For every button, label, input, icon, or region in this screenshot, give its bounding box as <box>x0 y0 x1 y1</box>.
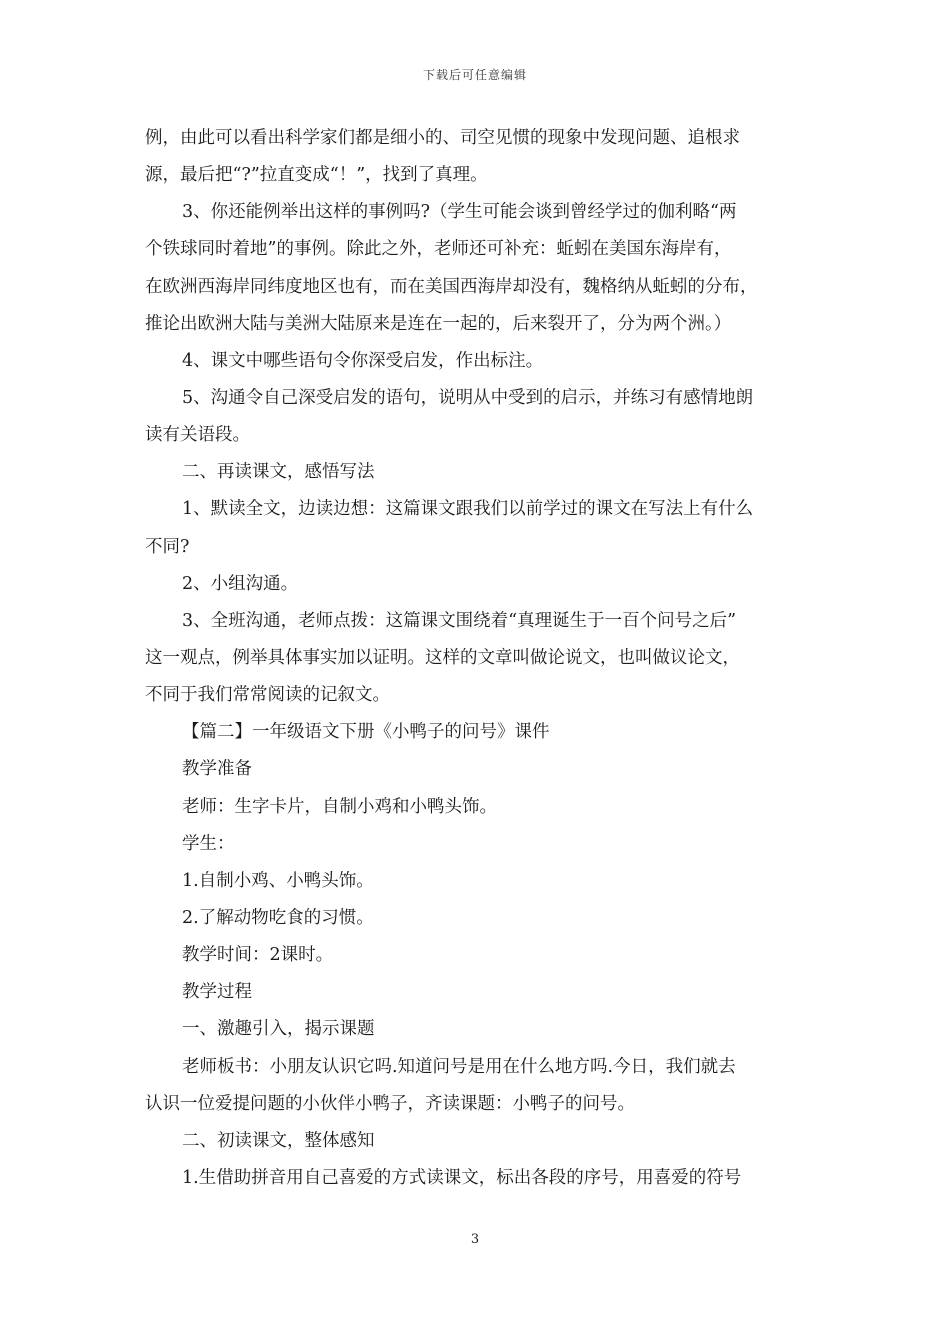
text-line: 3、全班沟通，老师点拨：这篇课文围绕着“真理诞生于一百个问号之后” <box>182 610 737 631</box>
text-line: 个铁球同时着地”的事例。除此之外，老师还可补充：蚯蚓在美国东海岸有， <box>145 239 732 260</box>
section-heading: 教学过程 <box>182 982 252 1003</box>
text-line: 1.自制小鸡、小鸭头饰。 <box>182 870 374 891</box>
document-body <box>145 120 817 1197</box>
text-line: 读有关语段。 <box>145 425 250 446</box>
section-heading: 二、初读课文，整体感知 <box>182 1130 375 1151</box>
text-line: 例，由此可以看出科学家们都是细小的、司空见惯的现象中发现问题、追根求 <box>145 128 740 148</box>
section-heading: 二、再读课文，感悟写法 <box>182 462 375 483</box>
text-line: 教学时间：2课时。 <box>182 945 334 966</box>
text-line: 不同? <box>145 536 190 557</box>
text-line: 2、小组沟通。 <box>182 573 299 594</box>
text-line: 源，最后把“?”拉直变成“！”，找到了真理。 <box>145 165 488 186</box>
text-line: 认识一位爱提问题的小伙伴小鸭子，齐读课题：小鸭子的问号。 <box>145 1093 635 1114</box>
text-line: 推论出欧洲大陆与美洲大陆原来是连在一起的，后来裂开了，分为两个洲。） <box>145 313 732 334</box>
text-line: 老师板书：小朋友认识它吗.知道问号是用在什么地方吗.今日，我们就去 <box>182 1056 736 1077</box>
text-line: 学生： <box>182 833 235 854</box>
text-line: 5、沟通令自己深受启发的语句，说明从中受到的启示，并练习有感情地朗 <box>182 387 754 408</box>
text-line: 3、你还能例举出这样的事例吗?（学生可能会谈到曾经学过的伽利略“两 <box>182 202 737 223</box>
text-line: 在欧洲西海岸同纬度地区也有，而在美国西海岸却没有，魏格纳从蚯蚓的分布， <box>145 276 758 297</box>
text-line: 1.生借助拼音用自己喜爱的方式读课文，标出各段的序号，用喜爱的符号 <box>182 1167 742 1188</box>
text-line: 这一观点，例举具体事实加以证明。这样的文章叫做论说文，也叫做议论文， <box>145 647 740 668</box>
text-line: 1、默读全文，边读边想：这篇课文跟我们以前学过的课文在写法上有什么 <box>182 499 754 520</box>
text-line: 2.了解动物吃食的习惯。 <box>182 907 374 928</box>
text-line: 老师：生字卡片，自制小鸡和小鸭头饰。 <box>182 796 497 817</box>
page-header: 下载后可任意编辑 <box>422 68 527 82</box>
page-number: 3 <box>470 1232 480 1247</box>
section-heading: 教学准备 <box>182 759 252 780</box>
article-title: 【篇二】一年级语文下册《小鸭子的问号》课件 <box>182 722 550 743</box>
section-heading: 一、激趣引入，揭示课题 <box>182 1019 375 1040</box>
text-line: 4、课文中哪些语句令你深受启发，作出标注。 <box>182 350 544 371</box>
text-line: 不同于我们常常阅读的记叙文。 <box>145 685 390 706</box>
